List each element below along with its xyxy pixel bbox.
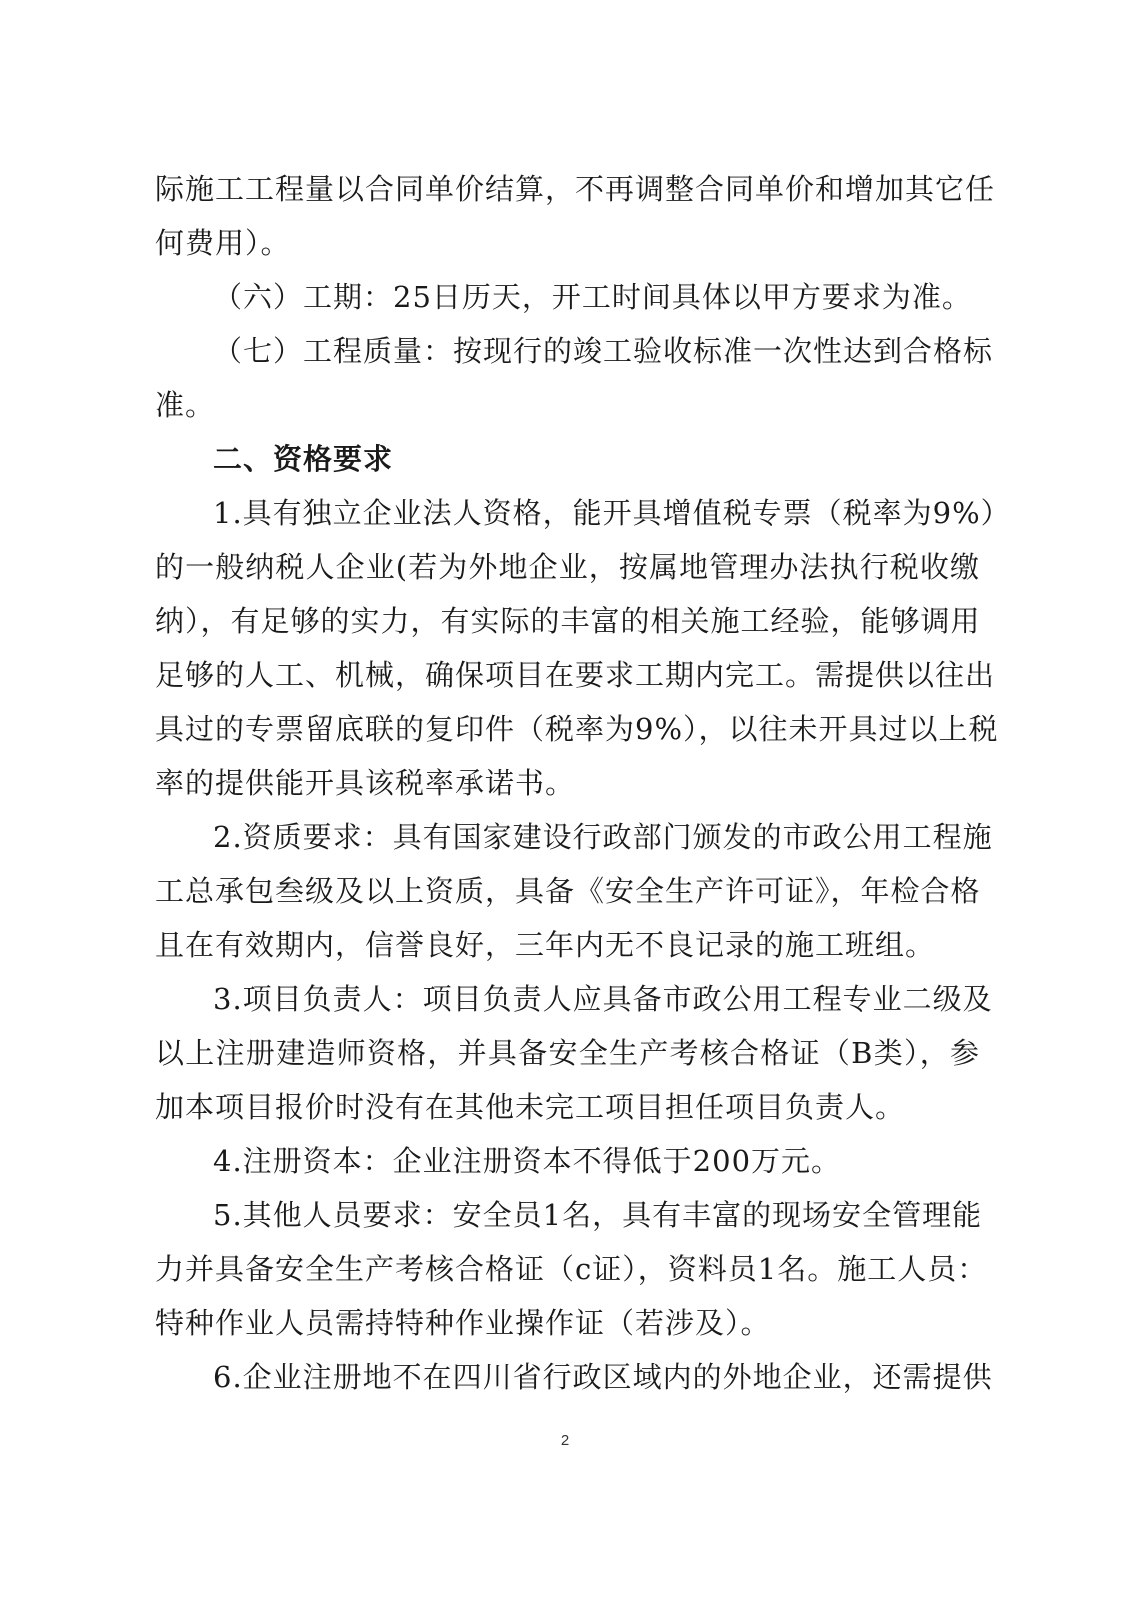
item-2-start: 2.资质要求：具有国家建设行政部门颁发的市政公用工程施	[213, 820, 993, 854]
text-line: 际施工工程量以合同单价结算，不再调整合同单价和增加其它任	[155, 172, 996, 206]
section-heading-qualifications: 二、资格要求	[213, 442, 394, 476]
text-line: 以上注册建造师资格，并具备安全生产考核合格证（B类），参	[155, 1036, 980, 1070]
text-line: 的一般纳税人企业(若为外地企业，按属地管理办法执行税收缴	[155, 550, 980, 584]
text-line: 准。	[155, 388, 216, 422]
text-line: 且在有效期内，信誉良好，三年内无不良记录的施工班组。	[155, 928, 936, 962]
text-line: 工总承包叁级及以上资质，具备《安全生产许可证》，年检合格	[155, 874, 981, 908]
item-6-start: 6.企业注册地不在四川省行政区域内的外地企业，还需提供	[213, 1360, 993, 1394]
text-line: 加本项目报价时没有在其他未完工项目担任项目负责人。	[155, 1090, 906, 1124]
text-line: 率的提供能开具该税率承诺书。	[155, 766, 576, 800]
item-3-start: 3.项目负责人：项目负责人应具备市政公用工程专业二级及	[213, 982, 993, 1016]
text-line: 力并具备安全生产考核合格证（c证），资料员1名。施工人员：	[155, 1252, 988, 1286]
section-6-duration: （六）工期：25日历天，开工时间具体以甲方要求为准。	[213, 280, 972, 314]
page-number: 2	[560, 1432, 570, 1449]
text-line: 具过的专票留底联的复印件（税率为9%），以往未开具过以上税	[155, 712, 999, 746]
text-line: 纳），有足够的实力，有实际的丰富的相关施工经验，能够调用	[155, 604, 981, 638]
text-line: 特种作业人员需持特种作业操作证（若涉及）。	[155, 1306, 771, 1340]
text-line: 足够的人工、机械，确保项目在要求工期内完工。需提供以往出	[155, 658, 996, 692]
section-7-quality: （七）工程质量：按现行的竣工验收标准一次性达到合格标	[213, 334, 994, 368]
item-4-capital: 4.注册资本：企业注册资本不得低于200万元。	[213, 1144, 842, 1178]
item-1-start: 1.具有独立企业法人资格，能开具增值税专票（税率为9%）	[213, 496, 1011, 530]
item-5-start: 5.其他人员要求：安全员1名，具有丰富的现场安全管理能	[213, 1198, 983, 1232]
document-body	[155, 162, 1011, 1404]
text-line: 何费用）。	[155, 226, 291, 260]
